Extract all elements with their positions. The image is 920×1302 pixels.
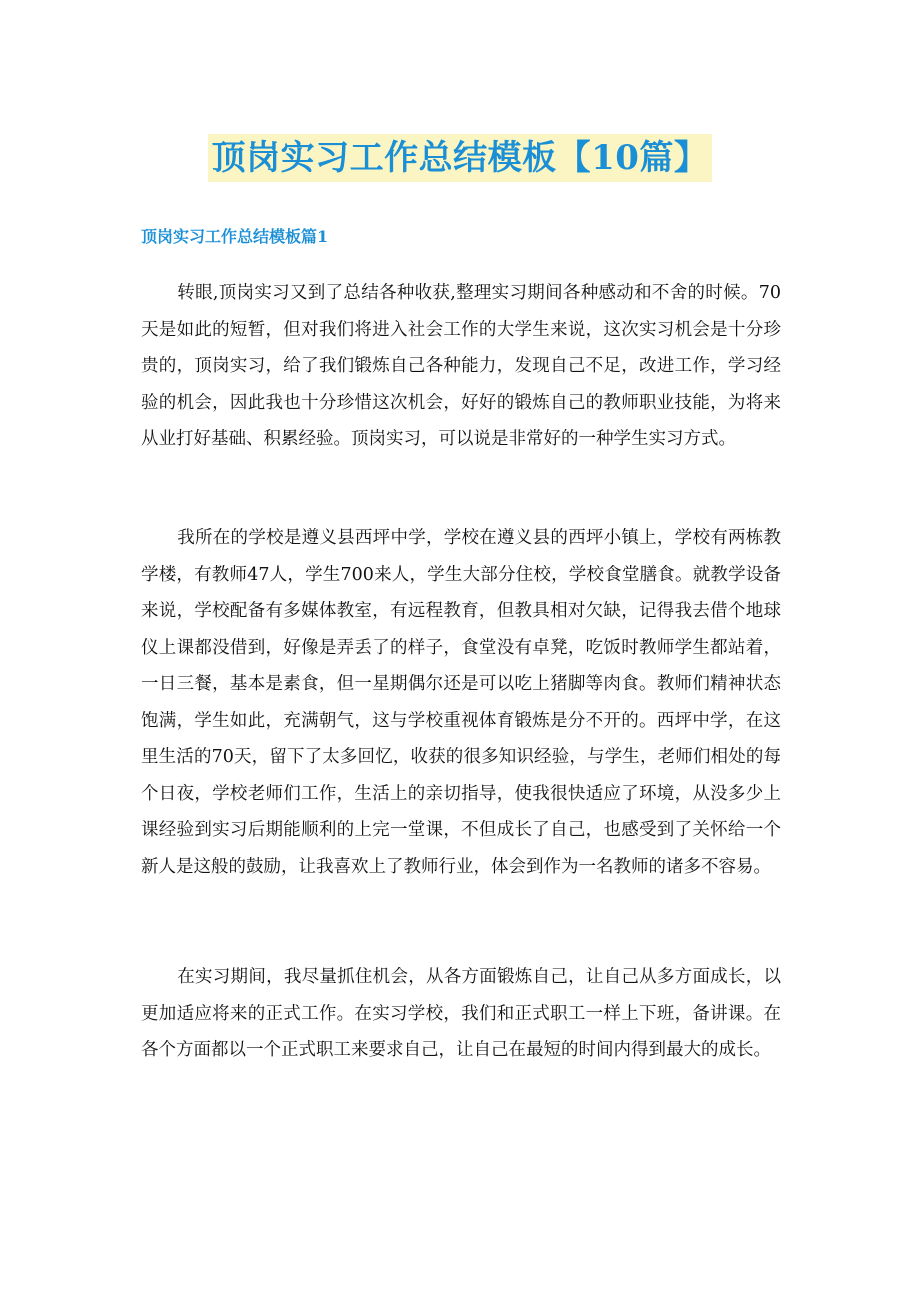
document-title: 顶岗实习工作总结模板【10篇】 bbox=[208, 134, 713, 182]
title-container bbox=[0, 134, 920, 182]
paragraph-1 bbox=[141, 275, 781, 458]
paragraph-3-text: 在实习期间，我尽量抓住机会，从各方面锻炼自己，让自己从多方面成长，以更加适应将来的正式工作。在实习学校，我们和正式职工一样上下班，备讲课。在各个方面都以一个正式职工来要求自己，让自己在最短的时间内得到最大的成长。 bbox=[141, 967, 781, 1060]
paragraph-1-text: 转眼,顶岗实习又到了总结各种收获,整理实习期间各种感动和不舍的时候。70天是如此的短暂，但对我们将进入社会工作的大学生来说，这次实习机会是十分珍贵的，顶岗实习，给了我们锻炼自己各种能力，发现自己不足，改进工作，学习经验的机会，因此我也十分珍惜这次机会，好好的锻炼自己的教师职业技能，为将来从业打好基础、积累经验。顶岗实习，可以说是非常好的一种学生实习方式。 bbox=[141, 283, 781, 449]
paragraph-2-text: 我所在的学校是遵义县西坪中学，学校在遵义县的西坪小镇上，学校有两栋教学楼，有教师47人，学生700来人，学生大部分住校，学校食堂膳食。就教学设备来说，学校配备有多媒体教室，有远程教育，但教具相对欠缺，记得我去借个地球仪上课都没借到，好像是弄丢了的样子，食堂没有卓凳，吃饭时教师学生都站着，一日三餐，基本是素食，但一星期偶尔还是可以吃上猪脚等肉食。教师们精神状态饱满，学生如此，充满朝气，这与学校重视体育锻炼是分不开的。西坪中学，在这里生活的70天，留下了太多回忆，收获的很多知识经验，与学生，老师们相处的每个日夜，学校老师们工作，生活上的亲切指导，使我很快适应了环境，从没多少上课经验到实习后期能顺利的上完一堂课，不但成长了自己，也感受到了关怀给一个新人是这般的鼓励，让我喜欢上了教师行业，体会到作为一名教师的诸多不容易。 bbox=[141, 528, 781, 877]
paragraph-2 bbox=[141, 520, 781, 885]
section-heading: 顶岗实习工作总结模板篇1 bbox=[141, 227, 329, 246]
paragraph-3 bbox=[141, 959, 781, 1069]
